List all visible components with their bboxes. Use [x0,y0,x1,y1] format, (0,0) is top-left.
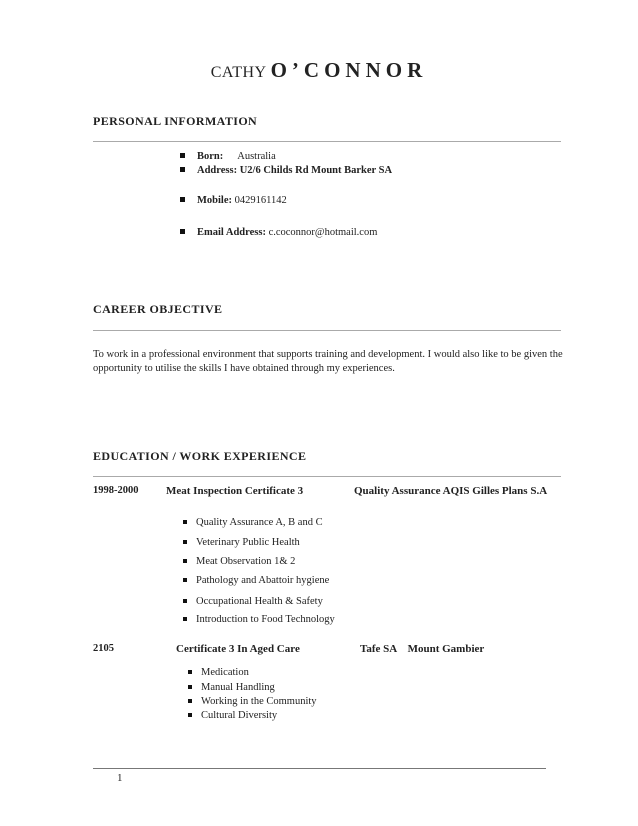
section-heading-education: EDUCATION / WORK EXPERIENCE [93,449,307,463]
bullet-icon [180,153,185,158]
list-item: Working in the Community [188,696,317,707]
list-item: Pathology and Abattoir hygiene [183,575,329,586]
bullet-icon [188,699,192,703]
list-item: Introduction to Food Technology [183,614,335,625]
bullet-icon [183,599,187,603]
bullet-icon [180,197,185,202]
list-item: Cultural Diversity [188,710,277,721]
first-name: CATHY [210,64,267,81]
bullet-icon [188,713,192,717]
bullet-icon [180,167,185,172]
section-divider [93,141,561,142]
entry-org: Tafe SA Mount Gambier [360,643,485,655]
bullet-icon [188,670,192,674]
bullet-icon [183,617,187,621]
section-divider [93,330,561,331]
list-item: Occupational Health & Safety [183,596,323,607]
list-item: Quality Assurance A, B and C [183,517,323,528]
entry-title: Meat Inspection Certificate 3 [166,485,304,497]
email-row [180,227,377,238]
address-value: U2/6 Childs Rd Mount Barker SA [239,165,393,176]
entry-year: 2105 [93,643,114,654]
entry-title: Certificate 3 In Aged Care [176,643,300,655]
address-label: Address: [197,165,238,176]
bullet-icon [180,229,185,234]
bullet-icon [188,685,192,689]
section-heading-personal: PERSONAL INFORMATION [93,114,258,128]
entry-org: Quality Assurance AQIS Gilles Plans S.A [354,485,548,497]
list-item: Veterinary Public Health [183,537,300,548]
last-name: O’CONNOR [270,58,428,82]
section-divider [93,476,561,477]
resume-name [0,58,638,83]
footer-divider [93,768,546,769]
bullet-icon [183,559,187,563]
list-item: Meat Observation 1& 2 [183,556,295,567]
bullet-icon [183,540,187,544]
list-item: Manual Handling [188,682,275,693]
mobile-label: Mobile: [197,195,232,206]
address-row [180,165,392,176]
email-label: Email Address: [197,227,266,238]
bullet-icon [183,578,187,582]
mobile-value: 0429161142 [234,195,287,206]
mobile-row [180,195,287,206]
page-number: 1 [117,772,123,784]
email-value: c.coconnor@hotmail.com [268,227,378,238]
born-row [180,151,276,162]
born-value: Australia [237,151,276,162]
list-item: Medication [188,667,249,678]
entry-year: 1998-2000 [93,485,139,496]
born-label: Born: [197,151,224,162]
section-heading-career: CAREER OBJECTIVE [93,302,223,316]
career-objective-text: To work in a professional environment that supports training and development. I would also like to be given the opportunity to utilise the skills I have obtained through my experiences. [93,349,563,374]
bullet-icon [183,520,187,524]
